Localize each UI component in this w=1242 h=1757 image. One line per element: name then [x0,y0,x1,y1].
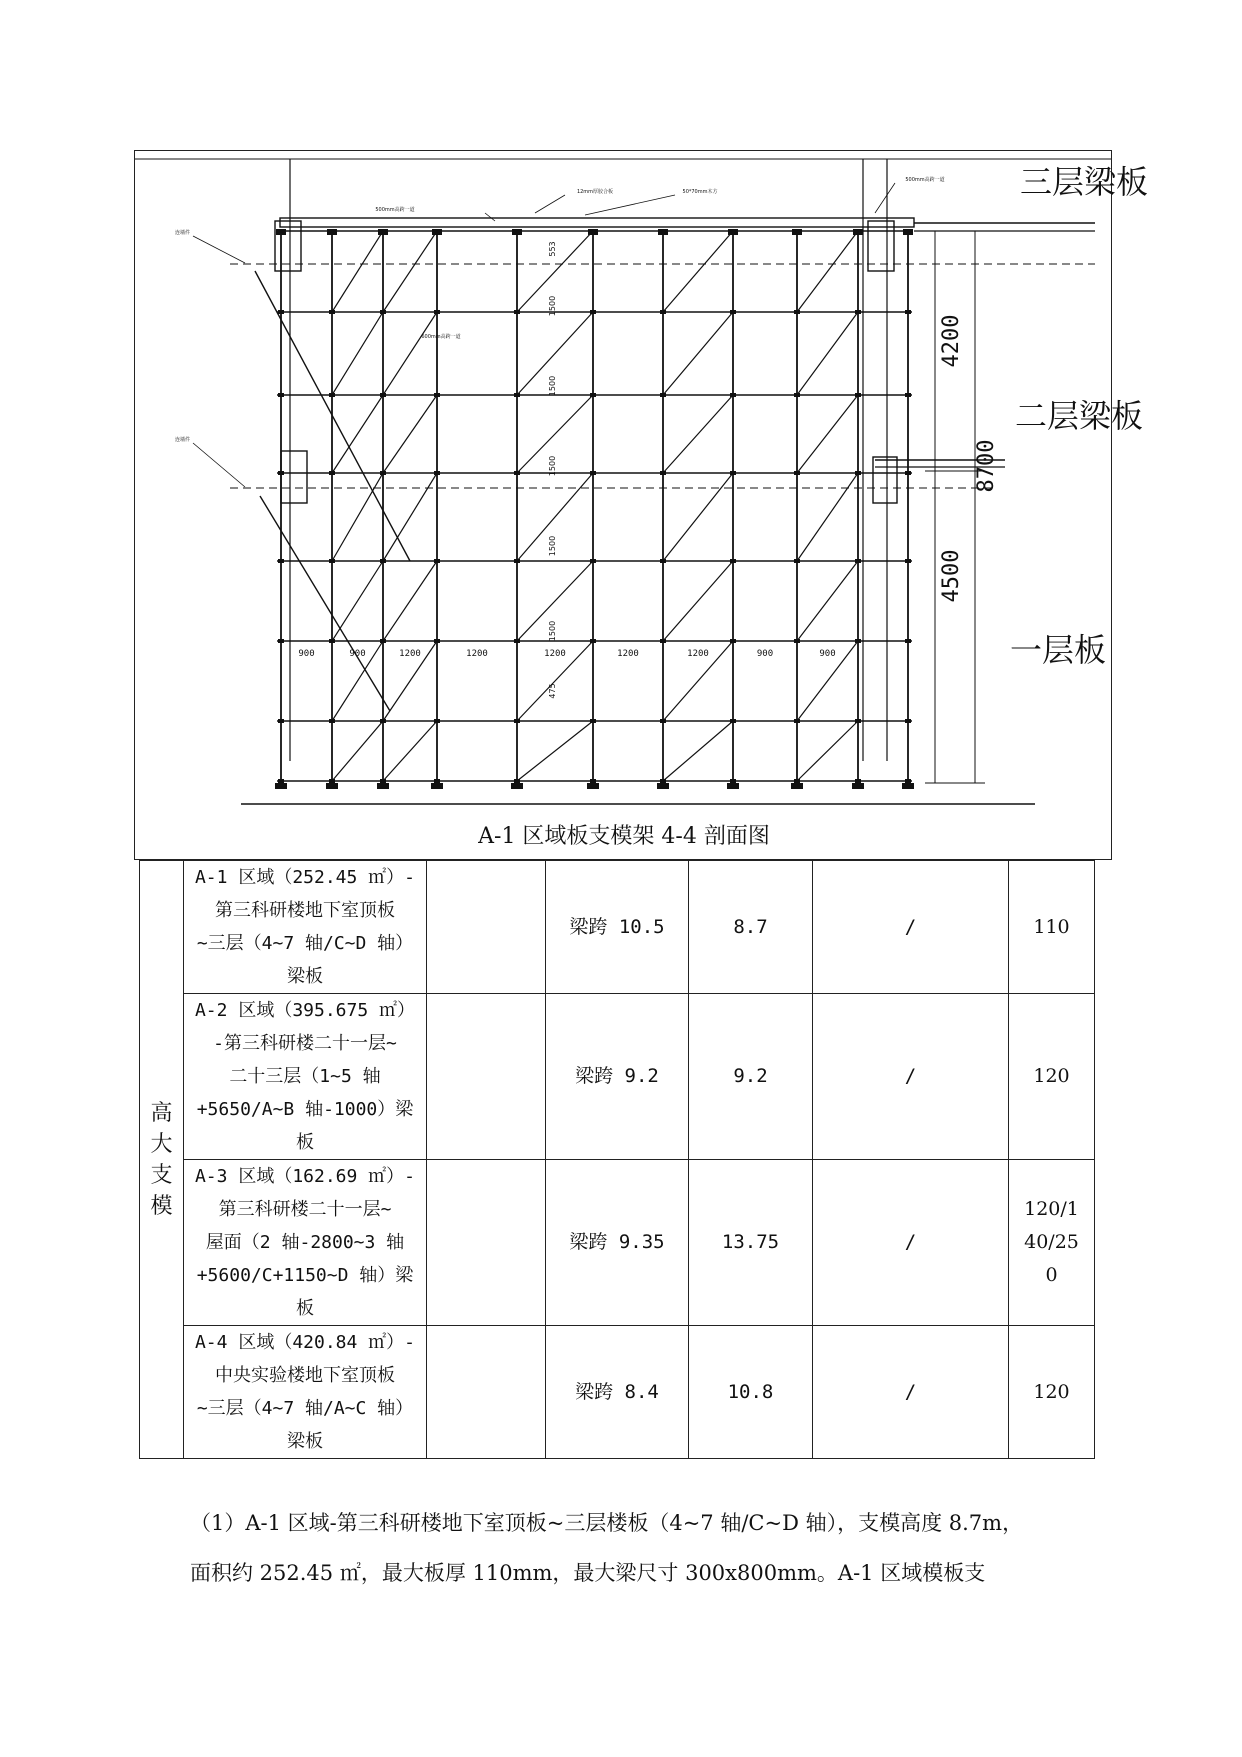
ledger-node [730,779,736,783]
diagonal-brace [332,473,383,561]
diagonal-brace [663,561,733,641]
height-cell: 10.8 [689,1326,813,1459]
step-dim-base: 475 [548,683,557,699]
ledger-node [855,779,861,783]
base-plate [727,783,739,789]
diagonal-brace [797,561,858,641]
base-plate [431,783,443,789]
table-row [140,994,1095,1160]
formwork-spec-table [139,860,1095,1459]
span-cell: 梁跨 10.5 [546,861,689,994]
ledger-node [905,639,911,643]
thickness-cell: 120 [1009,994,1095,1160]
ledger-node [905,471,911,475]
dim-lower-height: 4500 [939,549,964,603]
thickness-cell: 120 [1009,1326,1095,1459]
region-cell: A-2 区域（395.675 ㎡） -第三科研楼二十一层~ 二十三层（1~5 轴 +5650/A~B 轴-1000）梁 板 [184,994,427,1160]
height-cell: 13.75 [689,1160,813,1326]
note-side-1: 连墙件 [175,230,191,236]
bay-dimension: 1200 [687,649,709,659]
region-cell: A-1 区域（252.45 ㎡）- 第三科研楼地下室顶板 ~三层（4~7 轴/C~D 轴） 梁板 [184,861,427,994]
diagonal-brace [383,721,437,781]
note-side-2: 连墙件 [175,437,191,443]
note-top-mid1: 12mm厚胶合板 [576,189,614,195]
step-dim-top: 553 [548,241,557,257]
mid-left-beam [281,451,307,503]
diagonal-brace [383,561,437,641]
base-plate [852,783,864,789]
category-cell: 高 大 支 模 [140,861,184,1459]
thickness-cell: 120/1 40/25 0 [1009,1160,1095,1326]
label-floor3: 三层梁板 [1020,163,1149,201]
span-cell: 梁跨 9.2 [546,994,689,1160]
figure-caption: A-1 区域板支模架 4-4 剖面图 [478,824,770,849]
base-plate [902,783,914,789]
leader-line [875,183,895,213]
leader-line [585,195,675,215]
diagonal-brace [797,473,858,561]
leader-line [535,195,565,213]
base-plate [791,783,803,789]
other-cell: / [813,861,1009,994]
top-jack [903,229,913,235]
diagonal-brace [332,721,383,781]
region-cell: A-4 区域（420.84 ㎡）- 中央实验楼地下室顶板 ~三层（4~7 轴/A~C 轴） 梁板 [184,1326,427,1459]
other-cell: / [813,1326,1009,1459]
ledger-node [278,779,284,783]
ledger-node [278,559,284,563]
paragraph-line-2: 面积约 252.45 ㎡，最大板厚 110mm，最大梁尺寸 300x800mm。A-1 区域模板支 [190,1561,986,1585]
top-jack [658,229,668,235]
base-plate [326,783,338,789]
diagonal-brace [797,312,858,395]
top-jack [853,229,863,235]
diagonal-brace [663,473,733,561]
table-row [140,861,1095,994]
note-top-right: 500mm高跨一道 [905,177,945,183]
ledger-node [278,639,284,643]
bay-dimension: 900 [819,649,836,659]
ledger-node [905,719,911,723]
diagonal-brace [663,312,733,395]
ledger-node [905,310,911,314]
diagonal-brace [332,231,383,312]
blank-cell [427,861,546,994]
leader-line [485,213,495,221]
bay-dimension: 1200 [617,649,639,659]
step-dim: 1500 [548,375,557,397]
top-jack [792,229,802,235]
diagonal-brace [517,721,593,781]
diagonal-brace [663,231,733,312]
other-cell: / [813,1160,1009,1326]
step-dim: 1500 [548,535,557,557]
diagonal-brace [663,721,733,781]
thickness-cell: 110 [1009,861,1095,994]
diagonal-brace [797,395,858,473]
height-cell: 8.7 [689,861,813,994]
diagonal-brace [383,312,437,395]
ledger-node [905,559,911,563]
label-floor2: 二层梁板 [1015,397,1144,435]
section-drawing-frame [134,150,1149,860]
bay-dimension: 1200 [399,649,421,659]
ledger-node [278,393,284,397]
ledger-node [434,779,440,783]
diagonal-brace [332,312,383,395]
blank-cell [427,1160,546,1326]
bay-dimension: 1200 [544,649,566,659]
diagonal-brace [797,231,858,312]
ledger-node [278,471,284,475]
span-cell: 梁跨 8.4 [546,1326,689,1459]
ledger-node [278,310,284,314]
top-slab [280,218,914,227]
table-row [140,1326,1095,1459]
top-jack [276,229,286,235]
blank-cell [427,1326,546,1459]
step-dim: 1500 [548,295,557,317]
bay-dimension: 1200 [466,649,488,659]
region-cell: A-3 区域（162.69 ㎡）- 第三科研楼二十一层~ 屋面（2 轴-2800~3 轴 +5600/C+1150~D 轴）梁 板 [184,1160,427,1326]
leader-line [193,443,245,487]
base-plate [587,783,599,789]
top-jack [327,229,337,235]
span-cell: 梁跨 9.35 [546,1160,689,1326]
blank-cell [427,994,546,1160]
bay-dimension: 900 [298,649,315,659]
leader-line [193,236,245,263]
bay-dimension: 900 [756,649,774,659]
top-jack [728,229,738,235]
formwork-section-drawing [135,151,1149,811]
ledger-node [905,393,911,397]
base-plate [511,783,523,789]
diagonal-brace [383,395,437,473]
height-cell: 9.2 [689,994,813,1160]
note-top-mid2: 50*70mm木方 [682,189,718,195]
base-plate [657,783,669,789]
label-floor1: 一层板 [1010,631,1107,669]
base-plate [275,783,287,789]
diagonal-brace [797,721,858,781]
external-brace [260,496,390,711]
bay-dimension: 900 [349,649,366,659]
paragraph-line-1: （1）A-1 区域-第三科研楼地下室顶板~三层楼板（4~7 轴/C~D 轴），支模高度 8.7m， [190,1511,1024,1535]
note-mid: 600mm高跨一道 [421,334,461,340]
table-row [140,1160,1095,1326]
diagonal-brace [383,231,437,312]
diagonal-brace [663,395,733,473]
ledger-node [278,719,284,723]
base-plate [377,783,389,789]
ledger-node [590,779,596,783]
dim-upper-height: 4200 [939,314,964,368]
step-dim: 1500 [548,455,557,477]
note-top-left: 500mm高跨一道 [375,207,415,213]
step-dim: 1500 [548,620,557,642]
top-jack [512,229,522,235]
diagonal-brace [383,473,437,561]
other-cell: / [813,994,1009,1160]
dim-total-height: 8700 [974,439,999,493]
ledger-node [905,779,911,783]
mid-right-beam [873,457,897,503]
